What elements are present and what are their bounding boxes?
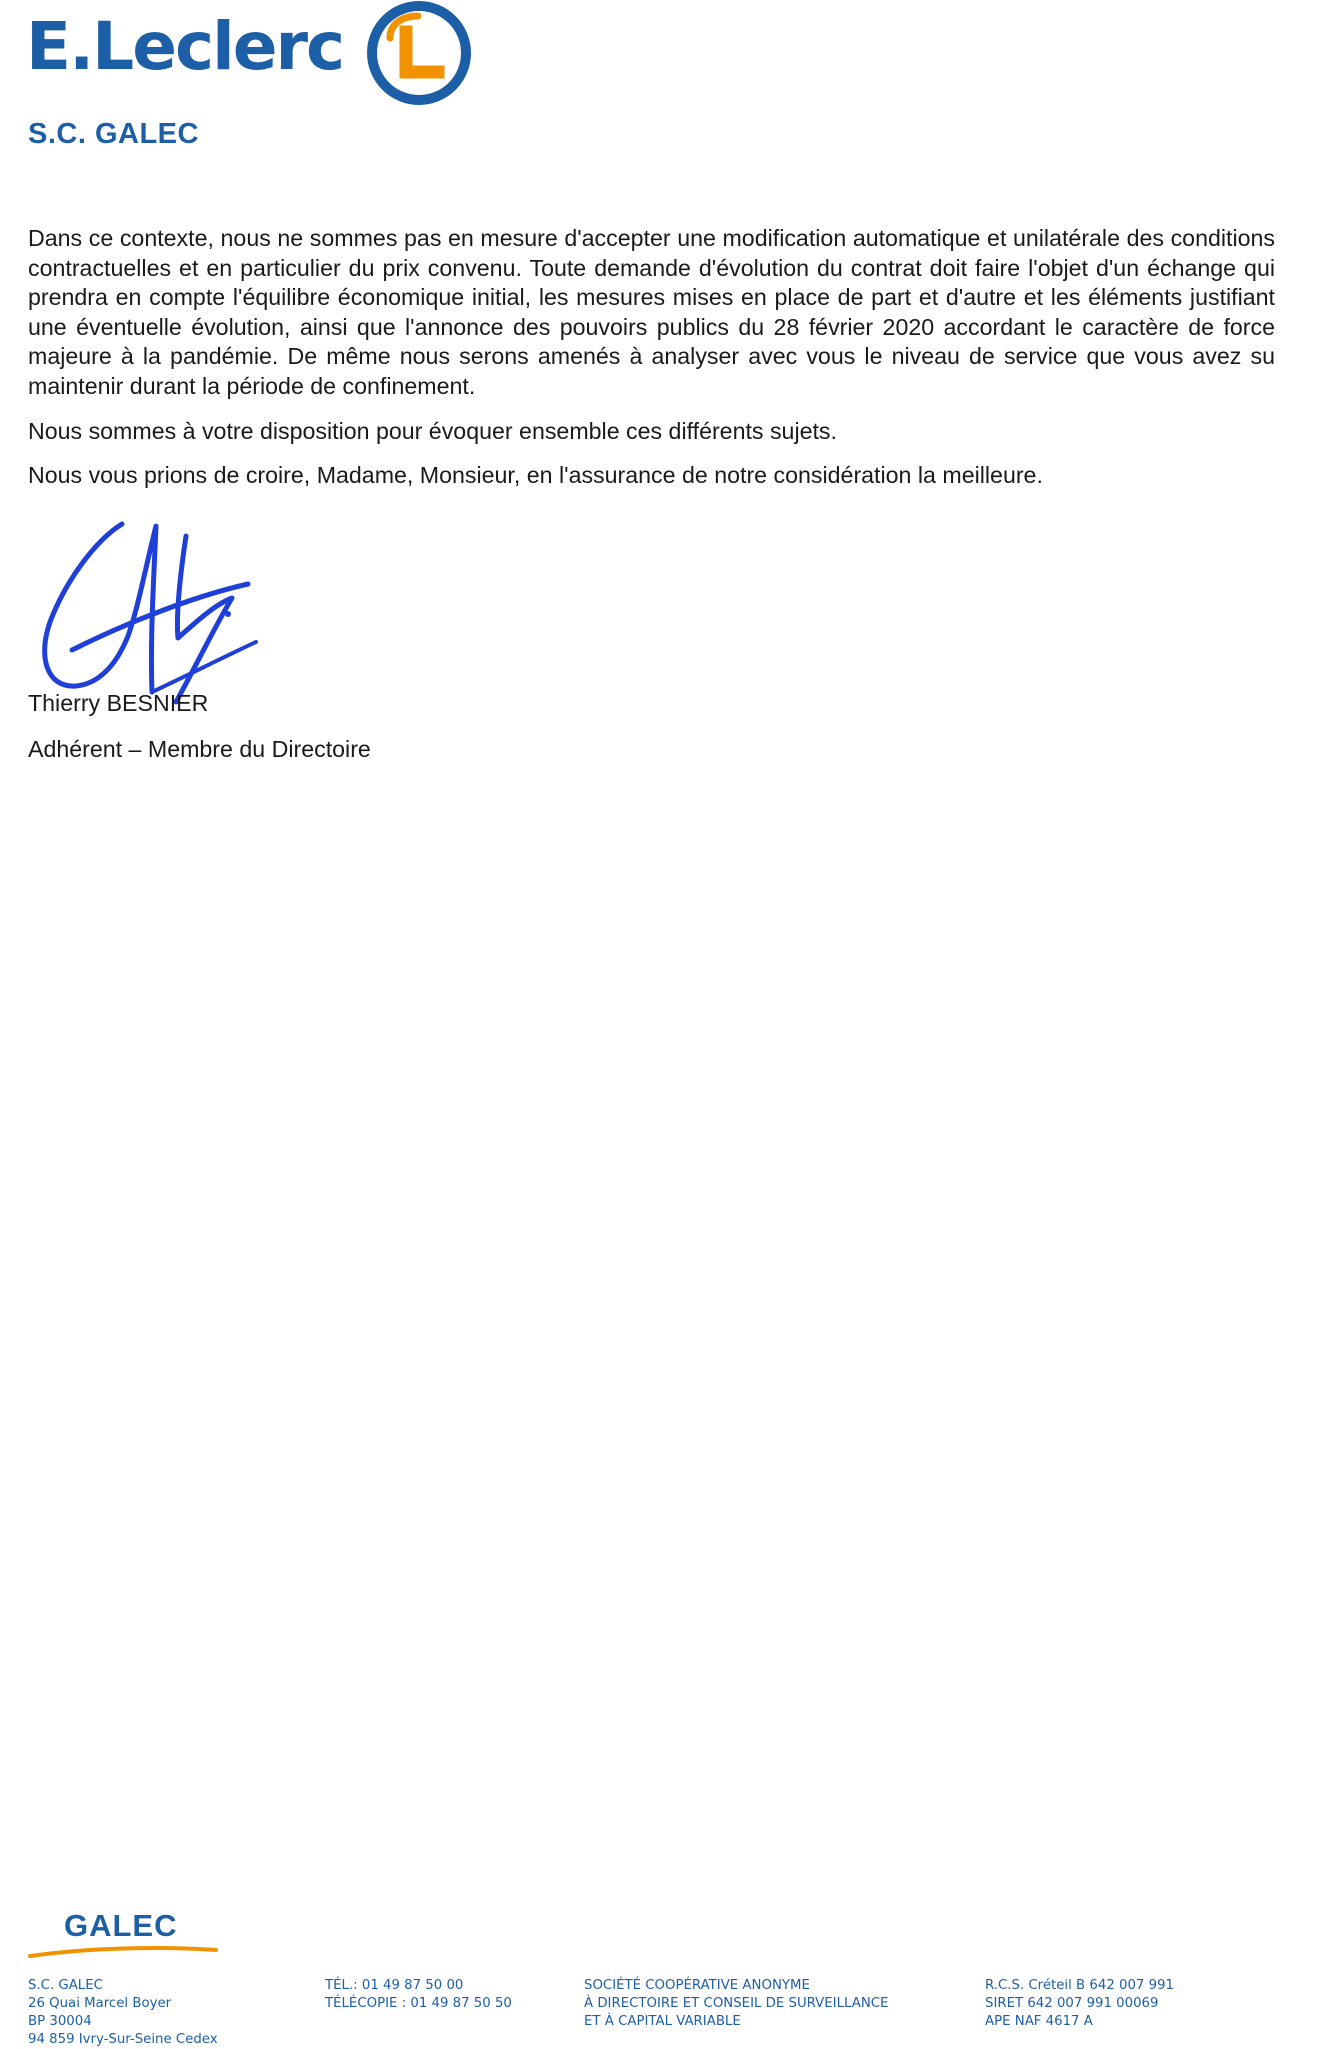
footer-phone-line: TÉL.: 01 49 87 50 00 bbox=[325, 1978, 464, 1993]
footer-company-type-line: SOCIÉTÉ COOPÉRATIVE ANONYME bbox=[584, 1978, 810, 1993]
letter-body bbox=[28, 224, 1275, 491]
footer-registration-block bbox=[985, 1977, 1174, 2031]
footer-ape-line: APE NAF 4617 A bbox=[985, 2014, 1093, 2029]
footer-address-line: 94 859 Ivry-Sur-Seine Cedex bbox=[28, 2032, 218, 2047]
footer-siret-line: SIRET 642 007 991 00069 bbox=[985, 1996, 1159, 2011]
logo-wordmark: E.Leclerc bbox=[26, 8, 344, 85]
letter-paragraph: Nous sommes à votre disposition pour évoquer ensemble ces différents sujets. bbox=[28, 417, 837, 444]
footer-company-type-line: À DIRECTOIRE ET CONSEIL DE SURVEILLANCE bbox=[584, 1996, 889, 2011]
footer-company-type-block bbox=[584, 1977, 888, 2031]
logo-l-mark-icon bbox=[366, 0, 474, 106]
eleclerc-logo bbox=[26, 0, 476, 108]
galec-wordmark: GALEC bbox=[64, 1908, 178, 1943]
signer-role: Adhérent – Membre du Directoire bbox=[28, 736, 371, 762]
footer-phone-block bbox=[325, 1977, 512, 2013]
galec-swoosh-icon bbox=[28, 1944, 218, 1958]
signer-name: Thierry BESNIER bbox=[28, 690, 209, 716]
footer-address-line: S.C. GALEC bbox=[28, 1978, 103, 1993]
handwritten-signature bbox=[36, 516, 266, 706]
footer-rcs-line: R.C.S. Créteil B 642 007 991 bbox=[985, 1978, 1174, 1993]
galec-footer-logo bbox=[28, 1910, 218, 1960]
letter-paragraph: Nous vous prions de croire, Madame, Monsieur, en l'assurance de notre considération la meilleure. bbox=[28, 462, 1043, 489]
footer-company-type-line: ET À CAPITAL VARIABLE bbox=[584, 2014, 741, 2029]
footer-address-line: 26 Quai Marcel Boyer bbox=[28, 1996, 172, 2011]
letter-paragraph: Dans ce contexte, nous ne sommes pas en mesure d'accepter une modification automatique et unilatérale des conditions contractuelles et en particulier du prix convenu. Toute demande d'évolution du contrat doit faire l'objet d'un échange qui prendra en compte l'équilibre économique initial, les mesures mises en place de part et d'autre et les éléments justifiant une éventuelle évolution, ainsi que l'annonce des pouvoirs publics du 28 février 2020 accordant le caractère de force majeure à la pandémie. De même nous serons amenés à analyser avec vous le niveau de service que vous avez su maintenir durant la période de confinement. bbox=[28, 225, 1275, 399]
footer-address-block bbox=[28, 1977, 218, 2049]
company-heading: S.C. GALEC bbox=[28, 118, 199, 150]
footer-address-line: BP 30004 bbox=[28, 2014, 92, 2029]
footer-fax-line: TÉLÉCOPIE : 01 49 87 50 50 bbox=[325, 1996, 512, 2011]
